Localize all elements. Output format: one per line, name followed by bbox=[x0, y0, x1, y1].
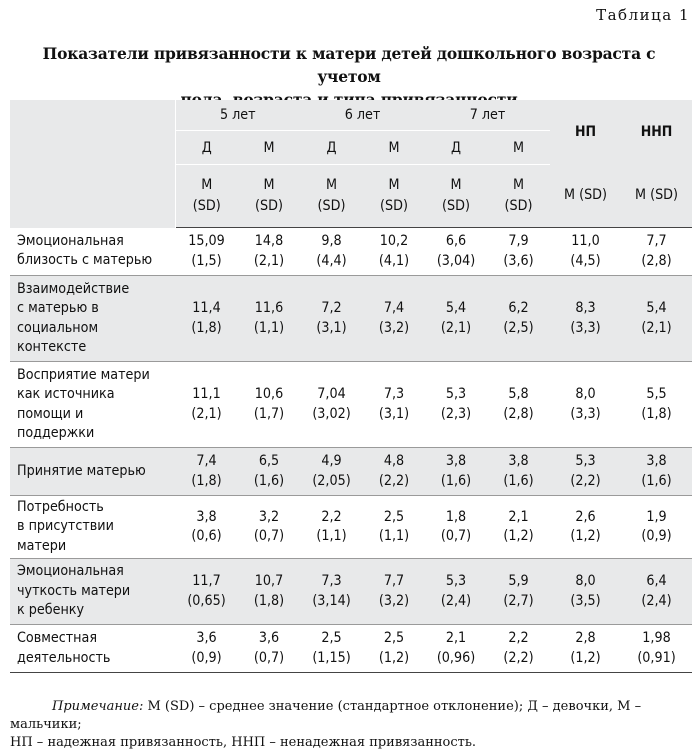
m-sd-header: M (SD) bbox=[175, 165, 238, 228]
table-row bbox=[10, 276, 692, 362]
value-cell: 7,04 (3,02) bbox=[300, 362, 363, 448]
np-header: НП bbox=[550, 100, 621, 165]
row-label: Восприятие матери как источника помощи и поддержки bbox=[10, 362, 175, 448]
value-cell: 7,4 (3,2) bbox=[363, 276, 425, 362]
value-cell: 2,5 (1,15) bbox=[300, 625, 363, 673]
value-cell: 11,0 (4,5) bbox=[550, 228, 621, 276]
value-cell: 1,9 (0,9) bbox=[621, 496, 692, 559]
value-cell: 6,6 (3,04) bbox=[425, 228, 487, 276]
value-cell: 3,6 (0,7) bbox=[238, 625, 300, 673]
table-row bbox=[10, 625, 692, 673]
value-cell: 3,8 (1,6) bbox=[425, 448, 487, 496]
value-cell: 3,8 (1,6) bbox=[621, 448, 692, 496]
m-sd-header: M (SD) bbox=[487, 165, 550, 228]
value-cell: 11,4 (1,8) bbox=[175, 276, 238, 362]
value-cell: 5,3 (2,3) bbox=[425, 362, 487, 448]
value-cell: 10,2 (4,1) bbox=[363, 228, 425, 276]
row-label: Эмоциональная близость с матерью bbox=[10, 228, 175, 276]
table-row bbox=[10, 496, 692, 559]
value-cell: 7,4 (1,8) bbox=[175, 448, 238, 496]
gender-header: М bbox=[363, 131, 425, 165]
value-cell: 2,1 (1,2) bbox=[487, 496, 550, 559]
value-cell: 11,6 (1,1) bbox=[238, 276, 300, 362]
value-cell: 7,9 (3,6) bbox=[487, 228, 550, 276]
np-msd-header: M (SD) bbox=[550, 165, 621, 228]
value-cell: 5,3 (2,4) bbox=[425, 559, 487, 625]
table-row bbox=[10, 362, 692, 448]
note-text: M (SD) – среднее значение (стандартное отклонение); Д – девочки, М – мальчики; bbox=[10, 699, 642, 732]
nnp-msd-header: M (SD) bbox=[621, 165, 692, 228]
note-line-2: НП – надежная привязанность, ННП – ненадежная привязанность. bbox=[10, 735, 477, 750]
table-row bbox=[10, 448, 692, 496]
gender-header: Д bbox=[175, 131, 238, 165]
m-sd-header: M (SD) bbox=[300, 165, 363, 228]
row-label: Совместная деятельность bbox=[10, 625, 175, 673]
value-cell: 11,7 (0,65) bbox=[175, 559, 238, 625]
value-cell: 8,0 (3,3) bbox=[550, 362, 621, 448]
value-cell: 3,8 (1,6) bbox=[487, 448, 550, 496]
header-corner bbox=[10, 100, 175, 228]
value-cell: 2,2 (2,2) bbox=[487, 625, 550, 673]
m-sd-header: M (SD) bbox=[363, 165, 425, 228]
table-label: Таблица 1 bbox=[596, 6, 690, 24]
value-cell: 5,3 (2,2) bbox=[550, 448, 621, 496]
value-cell: 7,7 (2,8) bbox=[621, 228, 692, 276]
value-cell: 10,6 (1,7) bbox=[238, 362, 300, 448]
age-group-header: 5 лет bbox=[175, 100, 300, 131]
value-cell: 7,3 (3,1) bbox=[363, 362, 425, 448]
value-cell: 5,4 (2,1) bbox=[621, 276, 692, 362]
gender-header: М bbox=[487, 131, 550, 165]
value-cell: 6,4 (2,4) bbox=[621, 559, 692, 625]
value-cell: 8,3 (3,3) bbox=[550, 276, 621, 362]
value-cell: 5,8 (2,8) bbox=[487, 362, 550, 448]
value-cell: 7,7 (3,2) bbox=[363, 559, 425, 625]
gender-header: М bbox=[238, 131, 300, 165]
value-cell: 1,98 (0,91) bbox=[621, 625, 692, 673]
row-label: Взаимодействие с матерью в социальном контексте bbox=[10, 276, 175, 362]
age-group-header: 6 лет bbox=[300, 100, 425, 131]
gender-header: Д bbox=[425, 131, 487, 165]
attachment-table bbox=[10, 100, 692, 673]
m-sd-header: M (SD) bbox=[425, 165, 487, 228]
row-label: Эмоциональная чуткость матери к ребенку bbox=[10, 559, 175, 625]
row-label: Потребность в присутствии матери bbox=[10, 496, 175, 559]
value-cell: 3,8 (0,6) bbox=[175, 496, 238, 559]
value-cell: 10,7 (1,8) bbox=[238, 559, 300, 625]
value-cell: 6,2 (2,5) bbox=[487, 276, 550, 362]
value-cell: 9,8 (4,4) bbox=[300, 228, 363, 276]
caption-line-1: Показатели привязанности к матери детей дошкольного возраста с учетом bbox=[42, 44, 656, 86]
value-cell: 4,8 (2,2) bbox=[363, 448, 425, 496]
value-cell: 2,5 (1,2) bbox=[363, 625, 425, 673]
nnp-header: ННП bbox=[621, 100, 692, 165]
value-cell: 7,2 (3,1) bbox=[300, 276, 363, 362]
value-cell: 5,5 (1,8) bbox=[621, 362, 692, 448]
value-cell: 7,3 (3,14) bbox=[300, 559, 363, 625]
value-cell: 15,09 (1,5) bbox=[175, 228, 238, 276]
value-cell: 2,8 (1,2) bbox=[550, 625, 621, 673]
value-cell: 11,1 (2,1) bbox=[175, 362, 238, 448]
gender-header: Д bbox=[300, 131, 363, 165]
table-note bbox=[10, 698, 696, 752]
age-group-header: 7 лет bbox=[425, 100, 550, 131]
value-cell: 14,8 (2,1) bbox=[238, 228, 300, 276]
note-label: Примечание: bbox=[52, 699, 144, 714]
value-cell: 6,5 (1,6) bbox=[238, 448, 300, 496]
value-cell: 5,9 (2,7) bbox=[487, 559, 550, 625]
value-cell: 4,9 (2,05) bbox=[300, 448, 363, 496]
value-cell: 2,5 (1,1) bbox=[363, 496, 425, 559]
value-cell: 5,4 (2,1) bbox=[425, 276, 487, 362]
value-cell: 2,1 (0,96) bbox=[425, 625, 487, 673]
value-cell: 2,6 (1,2) bbox=[550, 496, 621, 559]
table-row bbox=[10, 228, 692, 276]
value-cell: 3,2 (0,7) bbox=[238, 496, 300, 559]
table-row bbox=[10, 559, 692, 625]
value-cell: 8,0 (3,5) bbox=[550, 559, 621, 625]
value-cell: 2,2 (1,1) bbox=[300, 496, 363, 559]
value-cell: 1,8 (0,7) bbox=[425, 496, 487, 559]
value-cell: 3,6 (0,9) bbox=[175, 625, 238, 673]
m-sd-header: M (SD) bbox=[238, 165, 300, 228]
row-label: Принятие матерью bbox=[10, 448, 175, 496]
